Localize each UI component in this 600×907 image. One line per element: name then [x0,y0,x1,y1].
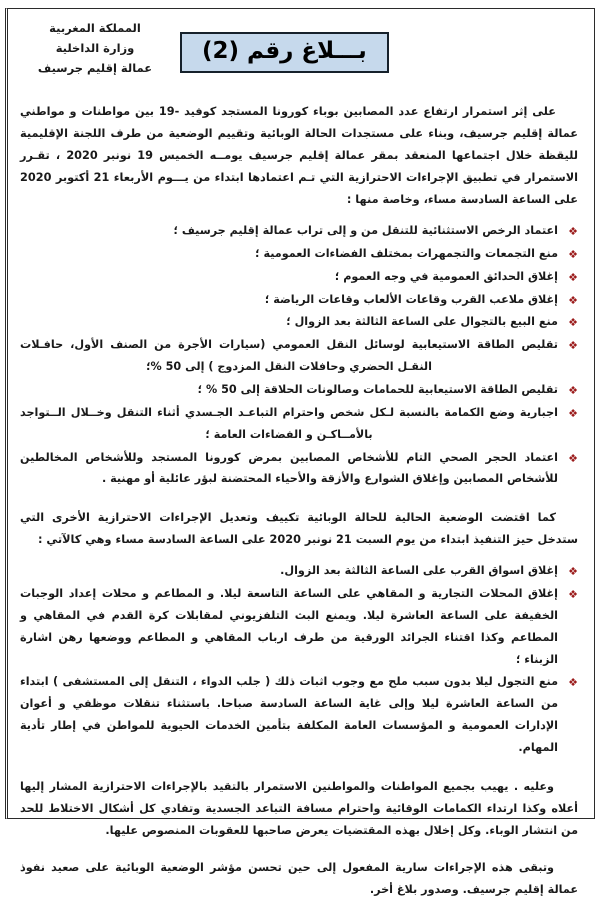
bullet-icon: ❖ [568,247,578,261]
list-item [20,379,578,401]
list-item-text: إغلاق المحلات التجارية و المقاهي على الساعة التاسعة ليلا. و المطاعم و محلات إعداد الوجبات الخفيفة على الساعة العاشرة ليلا. ويمنع البث التلفزيوني لمقابلات كرة القدم في المقاهي و المطاعم وكذا اقتناء الجرائد الورقية من طرف ارباب المقاهي و المطاعم ووضعها رهن اشارة الزبناء ؛ [20,587,558,666]
measures-list-secondary-short [20,560,578,582]
list-item [20,266,578,288]
bullet-icon: ❖ [568,316,578,330]
list-item-text: إغلاق اسواق القرب على الساعة الثالثة بعد الزوال. [280,564,558,578]
list-item [20,402,578,446]
spacer-after-header [20,88,578,101]
bullet-icon: ❖ [568,565,578,579]
list-item [20,334,578,378]
document-content [4,6,596,907]
spacer-before-list-1 [20,213,578,220]
list-item-text: منع البيع بالتجوال على الساعة الثالثة بعد الزوال ؛ [286,315,558,329]
intro-paragraph: على إثر استمرار ارتفاع عدد المصابين بوباء كورونا المستجد كوفيد -19 بين مواطنات و مواطني عمالة إقليم جرسيف، وبناء على مستجدات الحالة الوبائية وتقييم الوضعية من طرف اللجنة الإقليمية لليقظة خلال اجتماعها المنعقد بمقر عمالة إقليم جرسيف يومــه الخميس 19 نونبر 2020 ، تقـرر الاستمرار في تطبيق الإجراءات الاحترازية التي تـم اعتمادها ابتداء من يـــوم الأربعاء 21 أكتوبر 2020 على الساعة السادسة مساء، وخاصة منها : [20,105,578,207]
list-item [20,671,578,758]
page-title: بـــلاغ رقم (2) [180,32,389,73]
closing-paragraph-2: وتبقى هذه الإجراءات سارية المفعول إلى حين تحسن مؤشر الوضعية الوبائية على صعيد نفوذ عمالة إقليم جرسيف. وصدور بلاغ أخر. [20,861,578,897]
list-item-text: اجبارية وضع الكمامة بالنسبة لـكل شخص واحترام التباعـد الجـسدي أثناء التنقل وخــلال الــتواجد بالأمــاكـن و الفضاءات العامة ؛ [20,405,558,441]
list-item-text: إغلاق ملاعب القرب وقاعات الألعاب وقاعات الرياضة ؛ [264,292,558,306]
list-item-text: اعتماد الحجر الصحي التام للأشخاص المصابين بمرض كورونا المستجد وللأشخاص المخالطين للأشخاص المصابين وإغلاق الشوارع والأزقة والأحياء المحتضنة لبؤر عائلية أو مهنية . [20,450,558,486]
list-item-text: منع التجول ليلا بدون سبب ملح مع وجوب اثبات ذلك ( جلب الدواء ، التنقل إلى المستشفى ) ابتداء من الساعة العاشرة ليلا وإلى غاية الساعة السادسة صباحا. باستثناء تنقلات موظفي و أعوان الإدارات العمومية و المؤسسات العامة المكلفة بتأمين الخدمات الحيوية للمواطن في إطار تأدية المهام. [20,675,558,754]
list-item-text: اعتماد الرخص الاستثنائية للتنقل من و إلى تراب عمالة إقليم جرسيف ؛ [173,224,558,238]
bullet-icon: ❖ [568,270,578,284]
list-item-text: منع التجمعات والتجمهرات بمختلف الفضاءات العمومية ؛ [255,246,558,260]
measures-list-primary-cont [20,379,578,401]
bullet-icon: ❖ [568,451,578,465]
document-header [20,16,578,88]
list-item [20,560,578,582]
bullet-icon: ❖ [568,293,578,307]
list-item [20,447,578,491]
spacer-before-list-2 [20,553,578,560]
bullet-icon: ❖ [568,383,578,397]
transition-paragraph: كما اقتضت الوضعية الحالية للحالة الوبائية تكييف وتعديل الإجراءات الاحترازية الأخرى التي ستدخل حيز التنفيذ ابتداء من يوم السبت 21 نونبر 2020 على الساعة السادسة مساء وهي كالآتي : [20,511,578,547]
spacer-before-closing [20,760,578,776]
bullet-icon: ❖ [568,339,578,353]
title-container [180,32,389,73]
list-item [20,311,578,333]
ministry-block [20,16,170,78]
list-item-text: تقليص الطاقة الاستيعابية للحمامات وصالونات الحلاقة إلى 50 % ؛ [197,382,558,396]
bullet-icon: ❖ [568,225,578,239]
list-item [20,243,578,265]
bullet-icon: ❖ [568,588,578,602]
bullet-icon: ❖ [568,676,578,690]
list-item-text: تقليص الطاقة الاستيعابية لوسائل النقل العمومي (سيارات الأجرة من الصنف الأول، حافـلات النقـل الحضري وحافلات النقل المزدوج ) إلى 50 %؛ [20,338,558,374]
closing-paragraph-1: وعليه . يهيب بجميع المواطنات والمواطنين الاستمرار بالتقيد بالإجراءات الاحترازية المشار إليها أعلاه وكذا ارتداء الكمامات الوقائية واحترام مسافة التباعد الجسدية وتفادي كل أشكال الاختلاط للحد من انتشار الوباء. وكل إخلال بهذه المقتضيات يعرض صاحبها للعقوبات المنصوص عليها. [20,779,578,837]
measures-list-primary [20,220,578,333]
measures-list-secondary [20,583,578,759]
ministry-line-interior: وزارة الداخلية [55,41,135,56]
measures-list-primary-wide [20,334,578,378]
spacer-between-closings [20,841,578,857]
bullet-icon: ❖ [568,406,578,420]
ministry-line-kingdom: المملكة المغربية [49,21,141,35]
list-item-text: إغلاق الحدائق العمومية في وجه العموم ؛ [334,269,558,283]
spacer-before-transition [20,491,578,507]
list-item [20,583,578,670]
list-item [20,220,578,242]
list-item [20,289,578,311]
ministry-line-province: عمالة إقليم جرسيف [37,61,153,76]
measures-list-primary-wide-2 [20,402,578,490]
